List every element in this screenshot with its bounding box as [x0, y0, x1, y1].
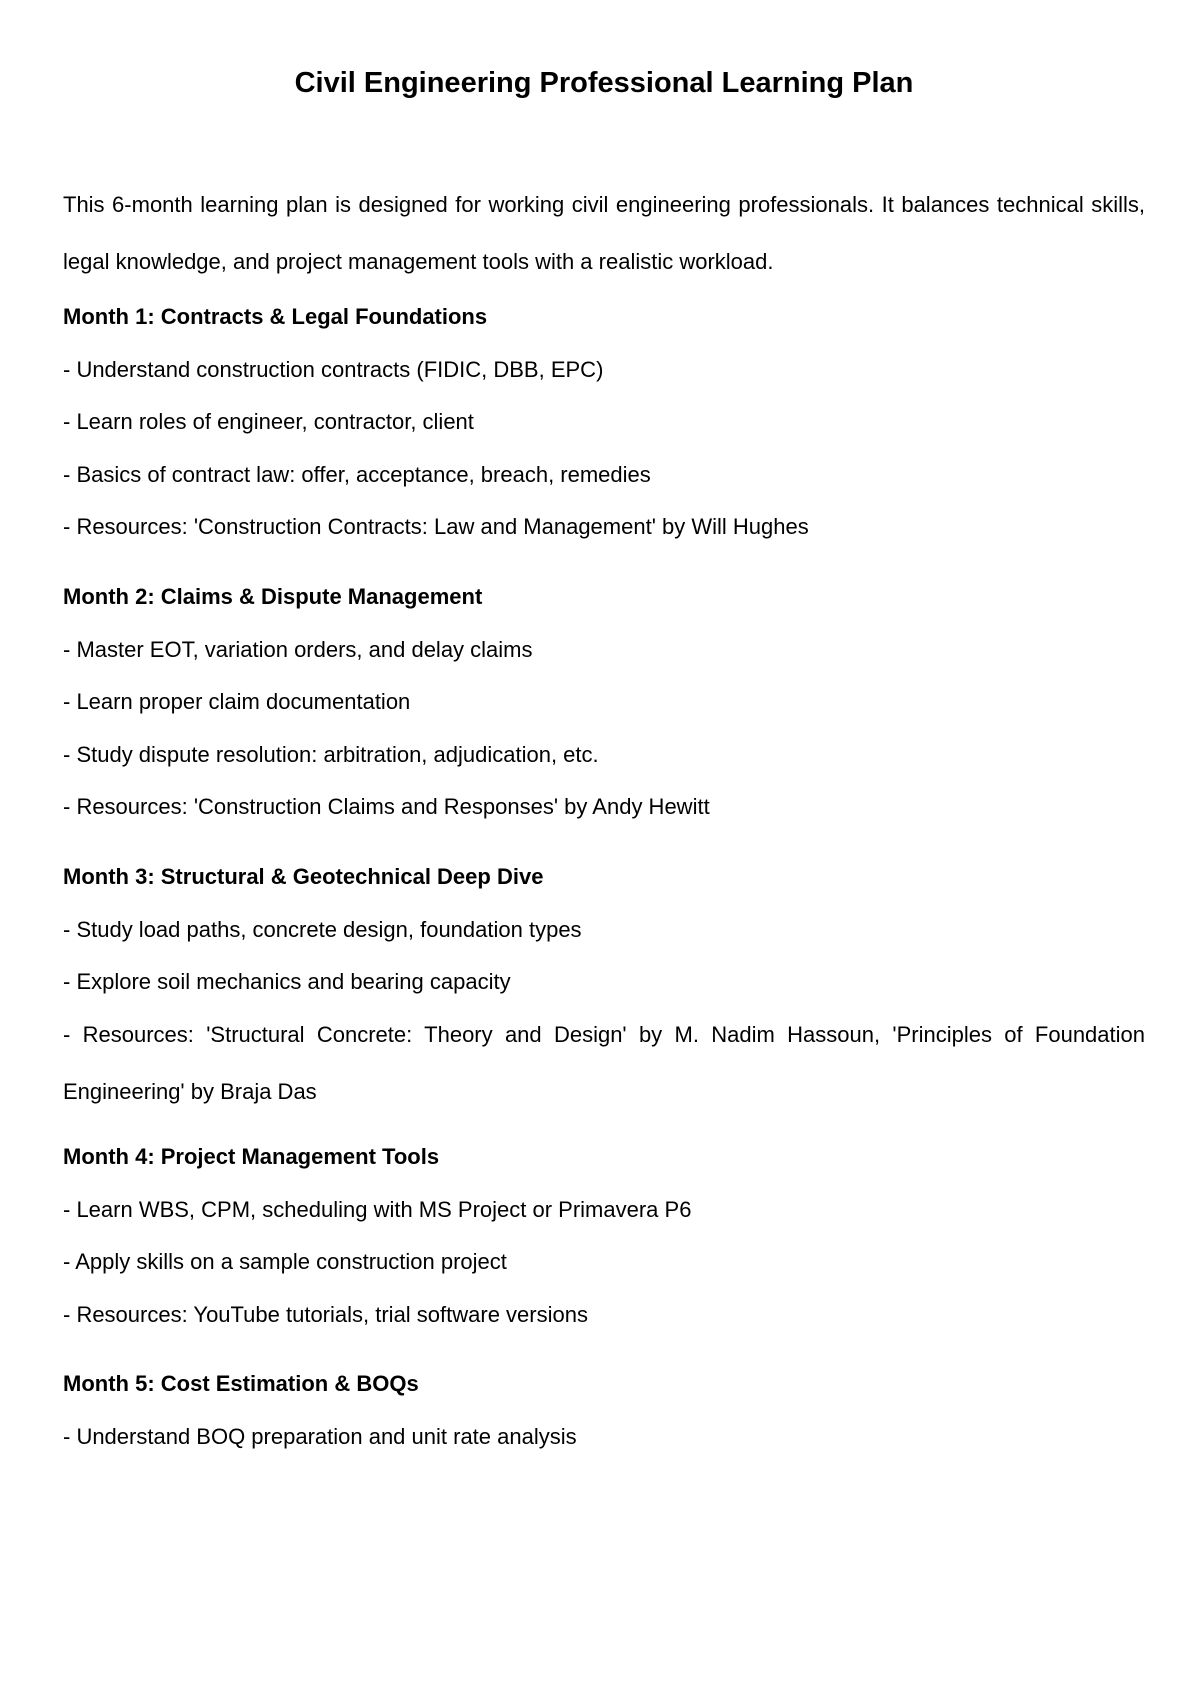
section-heading: Month 1: Contracts & Legal Foundations: [63, 304, 488, 329]
list-item: - Study dispute resolution: arbitration, adjudication, etc.: [63, 742, 599, 767]
list-item: - Basics of contract law: offer, acceptance, breach, remedies: [63, 462, 651, 487]
list-item: - Understand construction contracts (FIDIC, DBB, EPC): [63, 357, 604, 382]
list-item: - Resources: 'Structural Concrete: Theory and Design' by M. Nadim Hassoun, 'Principles of Foundation Engineering' by Braja Das: [63, 1022, 1145, 1104]
page-title: Civil Engineering Professional Learning Plan: [294, 67, 914, 99]
list-item: - Apply skills on a sample construction project: [63, 1249, 507, 1274]
list-item: - Explore soil mechanics and bearing capacity: [63, 969, 511, 994]
section-heading: Month 3: Structural & Geotechnical Deep Dive: [63, 864, 544, 889]
list-item: - Understand BOQ preparation and unit rate analysis: [63, 1424, 577, 1449]
list-item: - Master EOT, variation orders, and delay claims: [63, 637, 533, 662]
intro-paragraph: This 6-month learning plan is designed for working civil engineering professionals. It balances technical skills, legal knowledge, and project management tools with a realistic workload.: [63, 192, 1145, 274]
list-item: - Learn proper claim documentation: [63, 689, 411, 714]
section-heading: Month 2: Claims & Dispute Management: [63, 584, 483, 609]
list-item: - Learn roles of engineer, contractor, client: [63, 409, 474, 434]
list-item: - Resources: YouTube tutorials, trial software versions: [63, 1302, 588, 1327]
list-item: - Resources: 'Construction Contracts: Law and Management' by Will Hughes: [63, 514, 809, 539]
section-heading: Month 5: Cost Estimation & BOQs: [63, 1371, 419, 1396]
section-heading: Month 4: Project Management Tools: [63, 1144, 440, 1169]
list-item: - Resources: 'Construction Claims and Responses' by Andy Hewitt: [63, 794, 710, 819]
list-item: - Study load paths, concrete design, foundation types: [63, 917, 582, 942]
list-item: - Learn WBS, CPM, scheduling with MS Project or Primavera P6: [63, 1197, 692, 1222]
